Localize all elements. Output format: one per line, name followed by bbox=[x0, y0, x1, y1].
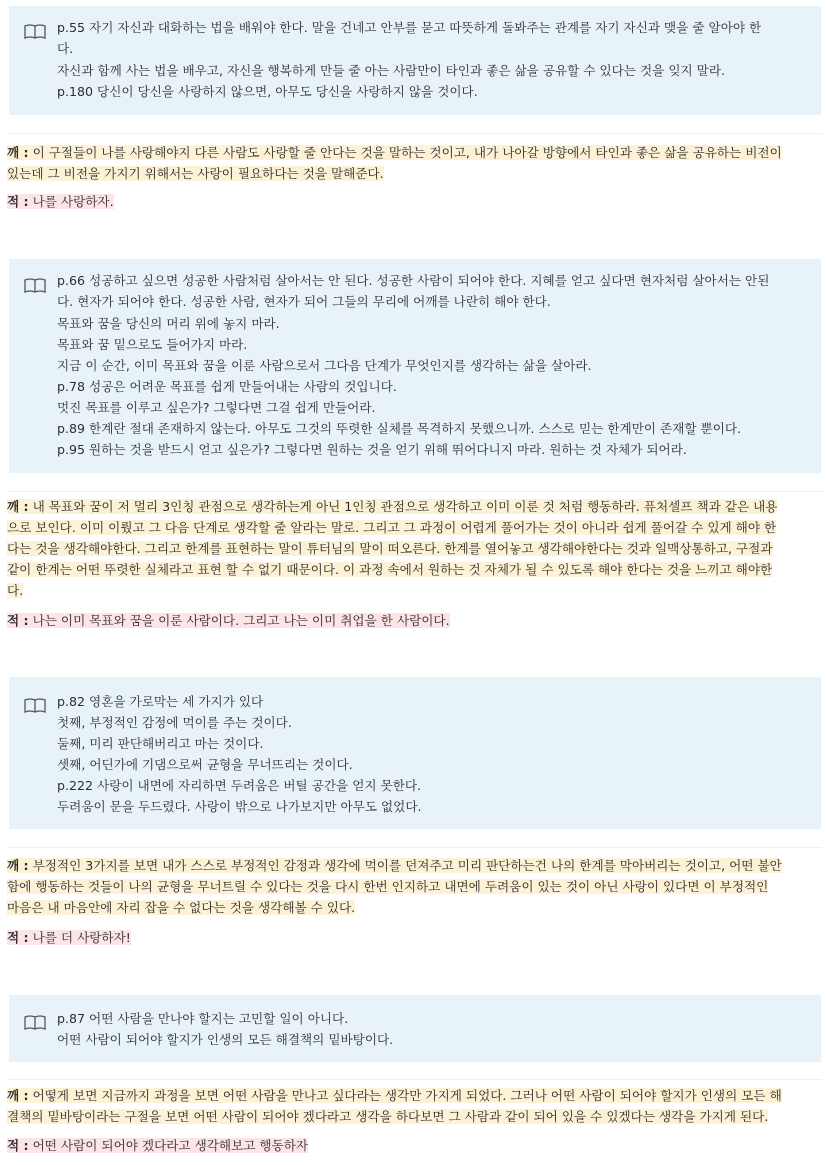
kkae-text: 다. bbox=[7, 583, 24, 598]
divider bbox=[7, 1079, 822, 1080]
quote-line: p.78 성공은 어려운 목표를 쉽게 만들어내는 사람의 것입니다. bbox=[57, 379, 397, 394]
jeok-label: 적 : bbox=[7, 613, 29, 628]
open-book-icon bbox=[23, 277, 47, 295]
kkae-label: 깨 : bbox=[7, 499, 29, 514]
kkae-text: 있는데 그 비전을 가지기 위해서는 사랑이 필요하다는 것을 말해준다. bbox=[7, 166, 384, 181]
jeok-note-1 bbox=[7, 192, 822, 214]
quote-line: 멋진 목표를 이루고 싶은가? 그렇다면 그걸 쉽게 만들어라. bbox=[57, 400, 376, 415]
quote-callout-4 bbox=[9, 995, 821, 1062]
kkae-text: 내 목표와 꿈이 저 멀리 3인칭 관점으로 생각하는게 아닌 1인칭 관점으로 생각하고 이미 이룬 것 처럼 행동하라. 퓨처셀프 책과 같은 내용 bbox=[28, 499, 778, 514]
kkae-text: 결책의 밑바탕이라는 구절을 보면 어떤 사람이 되어야 겠다라고 생각을 하다보면 그 사람과 같이 되어 있을 수 있겠다는 생각을 가지게 된다. bbox=[7, 1109, 769, 1124]
jeok-note-2 bbox=[7, 611, 822, 633]
quote-line: 목표와 꿈 밑으로도 들어가지 마라. bbox=[57, 337, 248, 352]
jeok-label: 적 : bbox=[7, 1138, 29, 1153]
quote-line: p.87 어떤 사람을 만나야 할지는 고민할 일이 아니다. bbox=[57, 1011, 349, 1026]
kkae-text: 다는 것을 생각해야한다. 그리고 한계를 표현하는 말이 튜터님의 말이 떠오른다. 한계를 열어놓고 생각해야한다는 것과 일맥상통하고, 구절과 bbox=[7, 541, 773, 556]
quote-line: 첫째, 부정적인 감정에 먹이를 주는 것이다. bbox=[57, 715, 292, 730]
jeok-label: 적 : bbox=[7, 930, 29, 945]
kkae-text: 어떻게 보면 지금까지 과정을 보면 어떤 사람을 만나고 싶다라는 생각만 가지게 되었다. 그러나 어떤 사람이 되어야 할지가 인생의 모든 해 bbox=[28, 1088, 782, 1103]
quote-line: 어떤 사람이 되어야 할지가 인생의 모든 해결책의 밑바탕이다. bbox=[57, 1032, 394, 1047]
jeok-text: 나를 사랑하자. bbox=[28, 194, 114, 209]
quote-line: p.82 영혼을 가로막는 세 가지가 있다 bbox=[57, 694, 264, 709]
jeok-label: 적 : bbox=[7, 194, 29, 209]
kkae-note-2 bbox=[7, 497, 822, 605]
quote-line: 목표와 꿈을 당신의 머리 위에 놓지 마라. bbox=[57, 316, 280, 331]
jeok-note-3 bbox=[7, 928, 822, 950]
kkae-label: 깨 : bbox=[7, 1088, 29, 1103]
quote-line: 다. bbox=[57, 41, 74, 56]
jeok-note-4 bbox=[7, 1136, 822, 1158]
quote-line: 다. 현자가 되어야 한다. 성공한 사람, 현자가 되어 그들의 무리에 어깨를 나란히 해야 한다. bbox=[57, 294, 551, 309]
quote-callout-1 bbox=[9, 6, 821, 115]
quote-line: 두려움이 문을 두드렸다. 사랑이 밖으로 나가보지만 아무도 없었다. bbox=[57, 799, 422, 814]
quote-line: p.55 자기 자신과 대화하는 법을 배워야 한다. 말을 건네고 안부를 묻고 따뜻하게 돌봐주는 관계를 자기 자신과 맺을 줄 알아야 한 bbox=[57, 20, 762, 35]
kkae-note-4 bbox=[7, 1086, 822, 1130]
quote-line: 지금 이 순간, 이미 목표와 꿈을 이룬 사람으로서 그다음 단계가 무엇인지를 생각하는 삶을 살아라. bbox=[57, 358, 592, 373]
quote-line: p.89 한계란 절대 존재하지 않는다. 아무도 그것의 뚜렷한 실체를 목격하지 못했으니까. 스스로 믿는 한계만이 존재할 뿐이다. bbox=[57, 421, 742, 436]
quote-line: p.180 당신이 당신을 사랑하지 않으면, 아무도 당신을 사랑하지 않을 것이다. bbox=[57, 84, 478, 99]
kkae-note-1 bbox=[7, 143, 822, 187]
quote-line: p.95 원하는 것을 받드시 얻고 싶은가? 그렇다면 원하는 것을 얻기 위해 뛰어다니지 마라. 원하는 것 자체가 되어라. bbox=[57, 442, 687, 457]
kkae-note-3 bbox=[7, 856, 822, 922]
quote-line: 셋째, 어딘가에 기댐으로써 균형을 무너뜨리는 것이다. bbox=[57, 757, 353, 772]
quote-callout-3 bbox=[9, 677, 821, 829]
quote-callout-2 bbox=[9, 259, 821, 473]
divider bbox=[7, 491, 822, 492]
kkae-label: 깨 : bbox=[7, 858, 29, 873]
kkae-text: 부정적인 3가지를 보면 내가 스스로 부정적인 감정과 생각에 먹이를 던져주고 미리 판단하는건 나의 한계를 막아버리는 것이고, 어떤 불안 bbox=[28, 858, 782, 873]
kkae-label: 깨 : bbox=[7, 145, 29, 160]
open-book-icon bbox=[23, 697, 47, 715]
kkae-text: 함에 행동하는 것들이 나의 균형을 무너트릴 수 있다는 것을 다시 한번 인지하고 내면에 두려움이 있는 것이 아닌 사랑이 있다면 이 부정적인 bbox=[7, 879, 769, 894]
jeok-text: 나를 더 사랑하자! bbox=[28, 930, 131, 945]
jeok-text: 나는 이미 목표와 꿈을 이룬 사람이다. 그리고 나는 이미 취업을 한 사람이다. bbox=[28, 613, 450, 628]
divider bbox=[7, 847, 822, 848]
kkae-text: 마음은 내 마음안에 자리 잡을 수 없다는 것을 생각해볼 수 있다. bbox=[7, 900, 356, 915]
jeok-text: 어떤 사람이 되어야 겠다라고 생각해보고 행동하자 bbox=[28, 1138, 309, 1153]
kkae-text: 으로 보인다. 이미 이뤘고 그 다음 단계로 생각할 줄 알라는 말로. 그리고 그 과정이 어렵게 풀어가는 것이 아니라 쉽게 풀어갈 수 있게 해야 한 bbox=[7, 520, 777, 535]
kkae-text: 같이 한계는 어떤 뚜렷한 실체라고 표현 할 수 없기 때문이다. 이 과정 속에서 원하는 것 자체가 될 수 있도록 해야 한다는 것을 느끼고 해야한 bbox=[7, 562, 773, 577]
divider bbox=[7, 133, 822, 134]
quote-line: 둘째, 미리 판단해버리고 마는 것이다. bbox=[57, 736, 264, 751]
quote-line: p.66 성공하고 싶으면 성공한 사람처럼 살아서는 안 된다. 성공한 사람이 되어야 한다. 지혜를 얻고 싶다면 현자처럼 살아서는 안된 bbox=[57, 273, 770, 288]
quote-line: p.222 사랑이 내면에 자리하면 두려움은 버틸 공간을 얻지 못한다. bbox=[57, 778, 422, 793]
quote-line: 자신과 함께 사는 법을 배우고, 자신을 행복하게 만들 줄 아는 사람만이 타인과 좋은 삶을 공유할 수 있다는 것을 잊지 말라. bbox=[57, 63, 726, 78]
open-book-icon bbox=[23, 23, 47, 41]
kkae-text: 이 구절들이 나를 사랑해야지 다른 사람도 사랑할 줄 안다는 것을 말하는 것이고, 내가 나아갈 방향에서 타인과 좋은 삶을 공유하는 비전이 bbox=[28, 145, 782, 160]
open-book-icon bbox=[23, 1014, 47, 1032]
